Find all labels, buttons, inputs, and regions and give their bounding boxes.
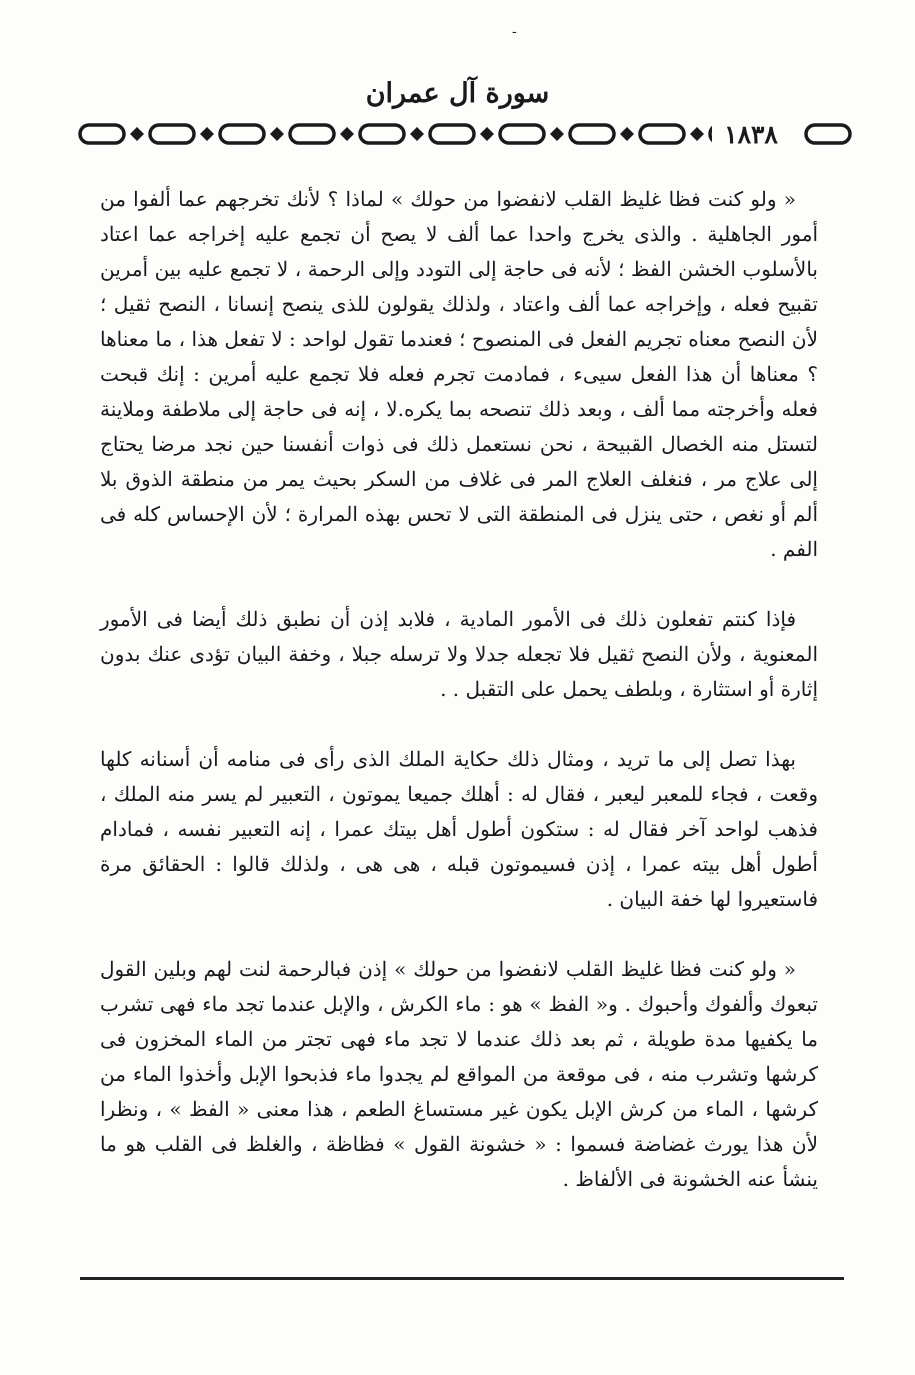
- paragraph-gap: [100, 567, 818, 602]
- paragraph-1: « ولو كنت فظا غليظ القلب لانفضوا من حولك » لماذا ؟ لأنك تخرجهم عما ألفوا من أمور الجاهلية . والذى يخرج واحدا عما ألف لا يصح أن تجمع عليه إخراجه عما اعتاد بالأسلوب الخشن الفظ ؛ لأنه فى حاجة إلى التودد وإلى الرحمة ، لا تجمع عليه بين أمرين تقبيح فعله ، وإخراجه عما ألف واعتاد ، ولذلك يقولون للذى ينصح إنسانا ، النصح ثقيل ؛ لأن النصح معناه تجريم الفعل فى المنصوح ؛ فعندما تقول لواحد : لا تفعل هذا ، ما معناها ؟ معناها أن هذا الفعل سيىء ، فمادمت تجرم فعله فلا تجمع عليه أمرين : إنك قبحت فعله وأخرجته مما ألف ، وبعد ذلك تنصحه بما يكره.لا ، إنه فى حاجة إلى ملاطفة وملاينة لتستل منه الخصال القبيحة ، نحن نستعمل ذلك فى ذوات أنفسنا حين نجد مرضا يحتاج إلى علاج مر ، فنغلف العلاج المر فى غلاف من السكر بحيث يمر من منطقة الذوق بلا ألم أو نغص ، حتى ينزل فى المنطقة التى لا تحس بهذه المرارة ؛ لأن الإحساس كله فى الفم .: [99, 187, 818, 561]
- scan-mark: -: [512, 24, 517, 40]
- paragraph-gap: [100, 707, 818, 742]
- paragraph-gap: [100, 917, 818, 952]
- text-body: [100, 182, 818, 1197]
- surah-title: سورة آل عمران: [365, 78, 550, 109]
- paragraph-4: « ولو كنت فظا غليظ القلب لانفضوا من حولك » إذن فبالرحمة لنت لهم وبلين القول تبعوك وألفوك وأحبوك . و« الفظ » هو : ماء الكرش ، والإبل عندما تجد ماء فهى تشرب ما يكفيها مدة طويلة ، ثم بعد ذلك عندما لا تجد ماء فهى تجتر من الماء المخزون فى كرشها وتشرب منه ، فى موقعة من المواقع لم يجدوا ماء فذبحوا الإبل وأخذوا الماء من كرشها ، الماء من كرش الإبل يكون غير مستساغ الطعم ، هذا معنى « الفظ » ، ونظرا لأن هذا يورث غضاضة فسموا : « خشونة القول » فظاظة ، والغلظ فى القلب هو ما ينشأ عنه الخشونة فى الألفاظ .: [100, 957, 818, 1191]
- page-number: ١٨٣٨: [712, 116, 790, 152]
- paragraph-3: بهذا تصل إلى ما تريد ، ومثال ذلك حكاية الملك الذى رأى فى منامه أن أسنانه كلها وقعت ، فجاء للمعبر ليعبر ، فقال له : أهلك جميعا يموتون ، التعبير لم يسر منه الملك ، فذهب لواحد آخر فقال له : ستكون أطول أهل بيتك عمرا ، إنه التعبير نفسه ، فمادام أطول أهل بيته عمرا ، إذن فسيموتون قبله ، هى هى ، ولذلك قالوا : الحقائق مرة فاستعيروا لها خفة البيان .: [100, 747, 818, 911]
- bottom-rule: [80, 1277, 844, 1280]
- paragraph-2: فإذا كنتم تفعلون ذلك فى الأمور المادية ، فلابد إذن أن نطبق ذلك أيضا فى الأمور المعنوية ، ولأن النصح ثقيل فلا تجعله جدلا ولا ترسله جبلا ، وخفة البيان تؤدى عنك بدون إثارة أو استثارة ، وبلطف يحمل على التقبل . .: [100, 607, 818, 701]
